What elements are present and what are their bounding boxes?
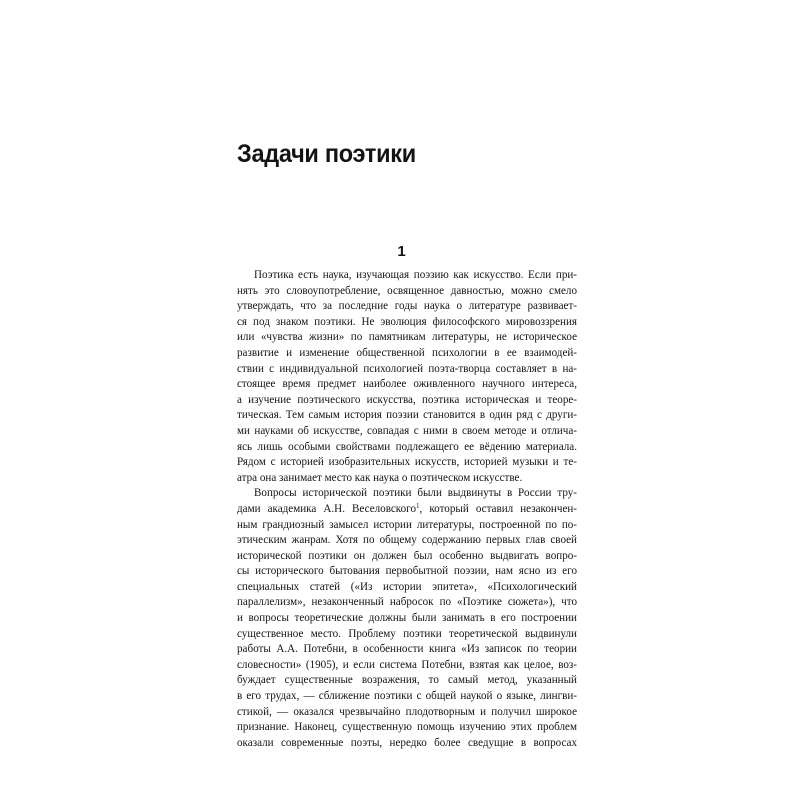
- text-line: ми науками об искусстве, совпадая с ними в своем методе и отлича-: [237, 424, 577, 437]
- text-line: существенное место. Проблему поэтики теоретической выдвинули: [237, 627, 577, 640]
- text-line: буждает существенные возражения, то самый метод, указанный: [237, 674, 577, 687]
- text-line: ным грандиозный замысел истории литературы, построенной по по-: [237, 518, 577, 531]
- text-line: утверждать, что за последние годы наука о литературе развивает-: [237, 300, 577, 313]
- text-line: этическим жанрам. Хотя по общему содержанию первых глав своей: [237, 534, 577, 547]
- text-line: ся под знаком поэтики. Не эволюция философского мировоззрения: [237, 315, 577, 328]
- text-line: развитие и изменение общественной психологии в ее взаимодей-: [237, 346, 577, 359]
- text-line: оказали современные поэты, нередко более сведущие в вопросах: [237, 736, 577, 749]
- text-line: признание. Наконец, существенную помощь изучению этих проблем: [237, 721, 577, 734]
- text-line: Вопросы исторической поэтики были выдвинуты в России тру-: [254, 487, 577, 500]
- text-line-with-footnote: [237, 502, 577, 518]
- text-line: стикой, — оказался чрезвычайно плодотворным и получил широкое: [237, 705, 577, 718]
- text-line: стоящее время предмет наиболее оживленного научного интереса,: [237, 378, 577, 391]
- body-text: [237, 268, 577, 751]
- text-line: Рядом с историей изобразительных искусств, историей музыки и те-: [237, 456, 577, 469]
- text-line: атра она занимает место как наука о поэтическом искусстве.: [237, 471, 523, 484]
- section-number: 1: [397, 243, 406, 260]
- text-line: в его трудах, — сближение поэтики с общей наукой о языке, лингви-: [237, 690, 577, 703]
- text-line: Поэтика есть наука, изучающая поэзию как искусство. Если при-: [254, 269, 577, 281]
- text-line: и вопросы теоретические должны были занимать в его построении: [237, 612, 577, 625]
- text-line: работы А.А. Потебни, в особенности книга «Из записок по теории: [237, 643, 577, 656]
- chapter-title: Задачи поэтики: [237, 140, 416, 168]
- text-line: нять это словоупотребление, освященное давностью, можно смело: [237, 284, 577, 297]
- text-line: параллелизм», незаконченный набросок по «Поэтике сюжета»), что: [237, 596, 577, 609]
- text-fragment: , который оставил незакончен-: [419, 502, 577, 515]
- paragraph-2: [237, 486, 577, 751]
- text-line: а изучение поэтического искусства, поэтика историческая и теоре-: [237, 393, 577, 406]
- footnote-mark: 1: [416, 501, 420, 510]
- text-line: ясь лишь особыми свойствами подлежащего ее вёдению материала.: [237, 440, 577, 453]
- text-line: сы исторического бытования первобытной поэзии, нам ясно из его: [237, 565, 577, 578]
- text-line: исторической поэтики он должен был особенно выдвигать вопро-: [237, 549, 577, 562]
- text-line: специальных статей («Из истории эпитета», «Психологический: [237, 580, 577, 593]
- text-fragment: дами академика А.Н. Веселовского: [237, 502, 416, 515]
- paragraph-1: [237, 268, 577, 486]
- text-line: ствии с индивидуальной психологией поэта-творца составляет в на-: [237, 362, 577, 375]
- text-line: словесности» (1905), и если система Потебни, взятая как целое, воз-: [237, 658, 577, 671]
- text-line: тическая. Тем самым история поэзии становится в один ряд с други-: [237, 409, 577, 422]
- text-line: или «чувства жизни» по памятникам литературы, не историческое: [237, 331, 577, 344]
